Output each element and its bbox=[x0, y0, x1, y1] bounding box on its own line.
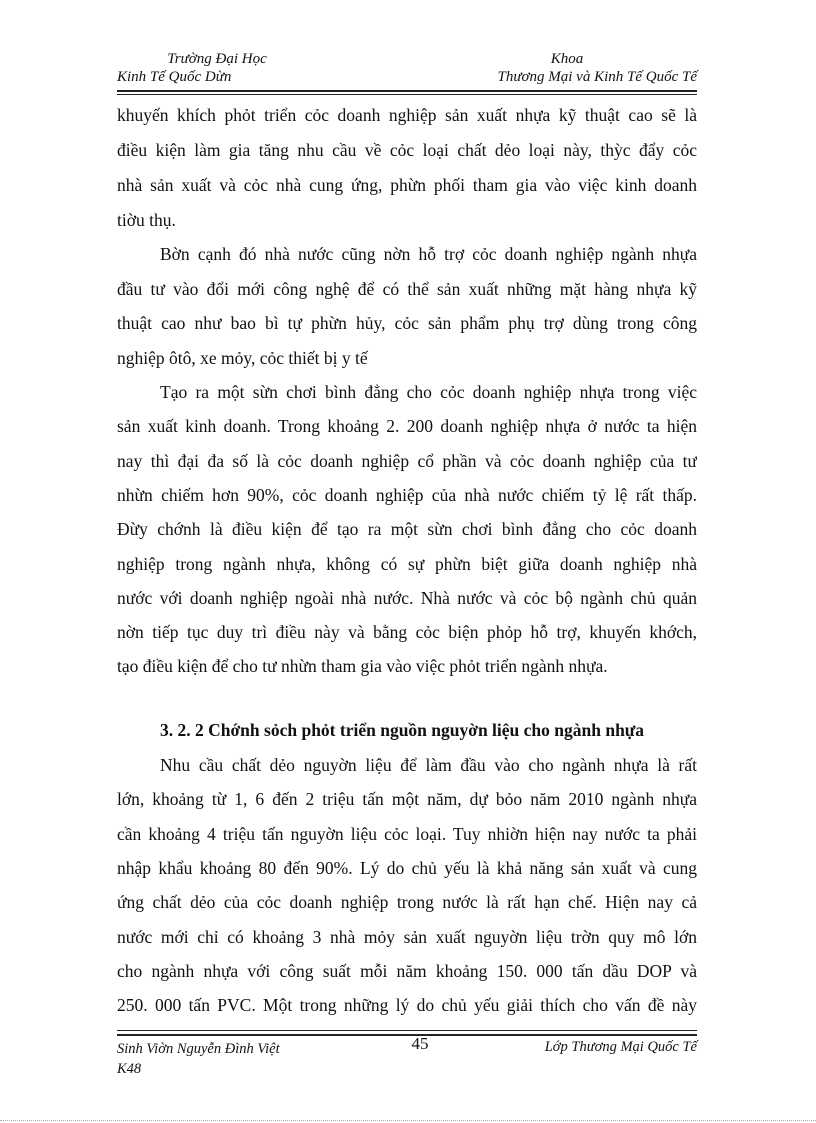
footer-student-name: Sinh Viờn Nguyễn Đình Việt bbox=[117, 1041, 280, 1057]
header-faculty-name: Thương Mại và Kinh Tế Quốc Tế bbox=[497, 69, 697, 85]
footer-class: Lớp Thương Mại Quốc Tế bbox=[544, 1039, 697, 1055]
body-line: khuyến khích phỏt triển cỏc doanh nghiệp sản xuất nhựa kỹ thuật cao sẽ là bbox=[117, 105, 697, 125]
body-line: điều kiện làm gia tăng nhu cầu về cỏc loại chất dẻo loại này, thỳc đẩy cỏc bbox=[117, 140, 697, 160]
body-line: thuật cao như bao bì tự phừn hủy, cỏc sản phẩm phụ trợ dùng trong công bbox=[117, 313, 697, 333]
body-line: nhừn chiếm hơn 90%, cỏc doanh nghiệp của nhà nước chiếm tỷ lệ rất thấp. bbox=[117, 485, 697, 505]
header-rule-thick bbox=[117, 90, 697, 92]
body-line: nghiệp ôtô, xe mỏy, cỏc thiết bị y tế bbox=[117, 348, 368, 368]
body-line: ứng chất dẻo của cỏc doanh nghiệp trong nước là rất hạn chế. Hiện nay cả bbox=[117, 892, 697, 912]
body-line: lớn, khoảng từ 1, 6 đến 2 triệu tấn một năm, dự bỏo năm 2010 ngành nhựa bbox=[117, 789, 697, 809]
body-line: cho ngành nhựa với công suất mỗi năm khoảng 150. 000 tấn dầu DOP và bbox=[117, 961, 697, 981]
section-heading: 3. 2. 2 Chớnh sỏch phỏt triển nguồn nguyờn liệu cho ngành nhựa bbox=[160, 720, 645, 740]
header-row-1 bbox=[117, 50, 697, 68]
header-university-name: Kinh Tế Quốc Dừn bbox=[117, 69, 232, 85]
header-rule-thin bbox=[117, 94, 697, 95]
body-line: nước với doanh nghiệp ngoài nhà nước. Nhà nước và cỏc bộ ngành chủ quản bbox=[117, 588, 697, 608]
footer-student bbox=[117, 1039, 280, 1079]
body-line: nghiệp trong ngành nhựa, không có sự phừn biệt giữa doanh nghiệp nhà bbox=[117, 554, 697, 574]
page-header bbox=[117, 50, 697, 86]
body-line: nước mới chỉ có khoảng 3 nhà mỏy sản xuất nguyờn liệu trờn quy mô lớn bbox=[117, 927, 697, 947]
body-line: nay thì đại đa số là cỏc doanh nghiệp cổ phần và cỏc doanh nghiệp của tư bbox=[117, 451, 697, 471]
body-line: tạo điều kiện để cho tư nhừn tham gia vào việc phỏt triển ngành nhựa. bbox=[117, 656, 608, 676]
body-line: nhà sản xuất và cỏc nhà cung ứng, phừn phối tham gia vào việc kinh doanh bbox=[117, 175, 697, 195]
body-line: Nhu cầu chất dẻo nguyờn liệu để làm đầu vào cho ngành nhựa là rất bbox=[160, 755, 697, 775]
body-line: nhập khẩu khoảng 80 đến 90%. Lý do chủ yếu là khả năng sản xuất và cung bbox=[117, 858, 697, 878]
header-university: Trường Đại Học bbox=[167, 51, 267, 67]
page-number: 45 bbox=[411, 1034, 429, 1053]
body-line: 250. 000 tấn PVC. Một trong những lý do chủ yếu giải thích cho vấn đề này bbox=[117, 995, 697, 1015]
footer-cohort: K48 bbox=[117, 1061, 142, 1077]
header-faculty-label: Khoa bbox=[550, 51, 584, 67]
body-line: cần khoảng 4 triệu tấn nguyờn liệu cỏc loại. Tuy nhiờn hiện nay nước ta phải bbox=[117, 824, 697, 844]
body-line: sản xuất kinh doanh. Trong khoảng 2. 200 doanh nghiệp nhựa ở nước ta hiện bbox=[117, 416, 697, 436]
page-edge bbox=[0, 1120, 816, 1121]
footer-rule-thin bbox=[117, 1030, 697, 1031]
body-line: Tạo ra một sừn chơi bình đẳng cho cỏc doanh nghiệp nhựa trong việc bbox=[160, 382, 697, 402]
body-line: Đừy chớnh là điều kiện để tạo ra một sừn chơi bình đẳng cho cỏc doanh bbox=[117, 519, 697, 539]
body-line: nờn tiếp tục duy trì điều này và bằng cỏc biện phỏp hỗ trợ, khuyến khớch, bbox=[117, 622, 697, 642]
header-row-2 bbox=[117, 68, 697, 86]
body-line: đầu tư vào đổi mới công nghệ để có thể sản xuất những mặt hàng nhựa kỹ bbox=[117, 279, 697, 299]
body-line: Bờn cạnh đó nhà nước cũng nờn hỗ trợ cỏc doanh nghiệp ngành nhựa bbox=[160, 244, 697, 264]
body-line: tiờu thụ. bbox=[117, 210, 176, 230]
